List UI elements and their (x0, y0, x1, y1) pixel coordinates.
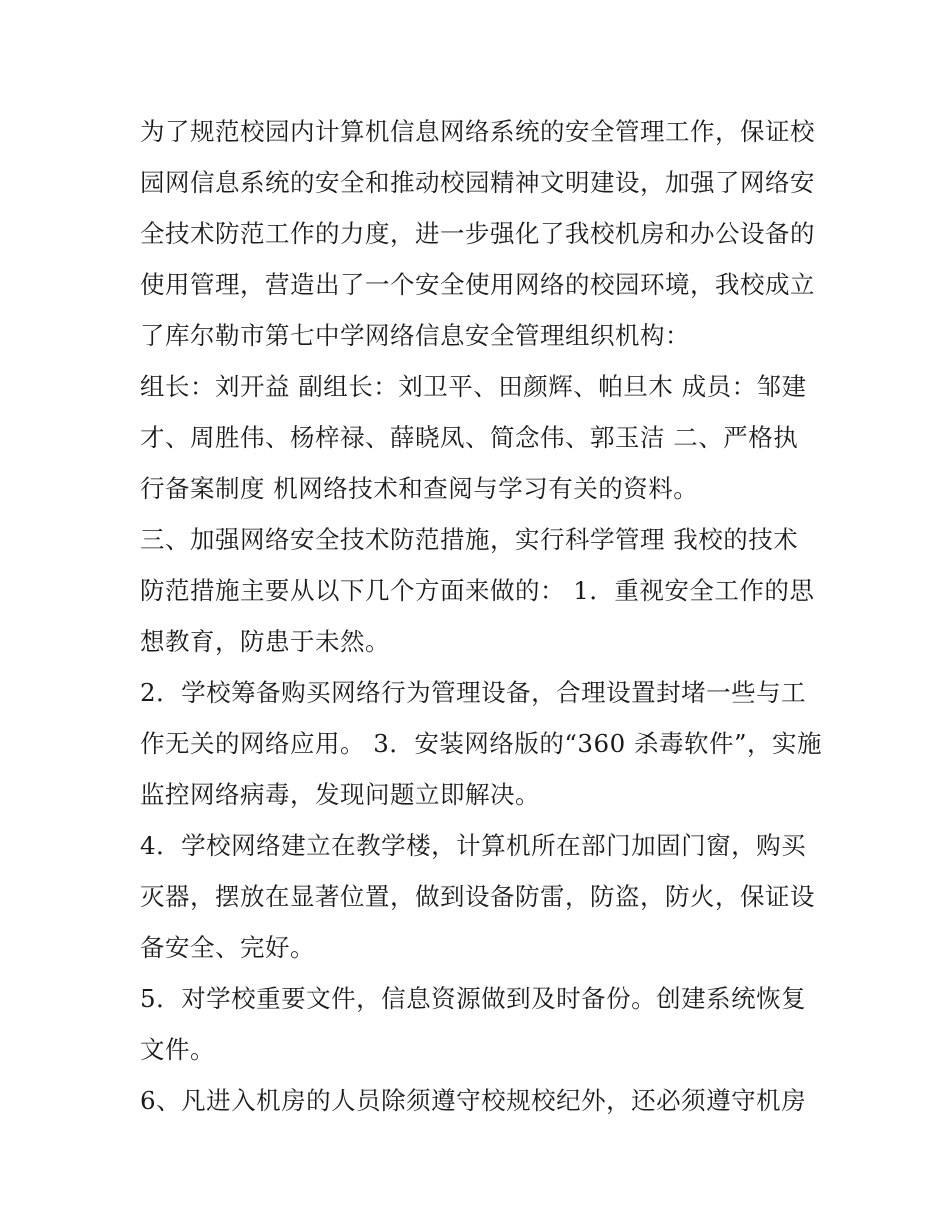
text-line: 为了规范校园内计算机信息网络系统的安全管理工作，保证校 (140, 117, 815, 146)
text-line: 文件。 (140, 1035, 215, 1064)
text-line: 灭器，摆放在显著位置，做到设备防雷，防盗，防火，保证设 (140, 882, 815, 911)
text-line: 防范措施主要从以下几个方面来做的： 1．重视安全工作的思 (140, 576, 815, 605)
text-line: 园网信息系统的安全和推动校园精神文明建设，加强了网络安 (140, 168, 815, 197)
text-line: 作无关的网络应用。 3．安装网络版的“360 杀毒软件”，实施 (140, 729, 822, 758)
text-line: 全技术防范工作的力度，进一步强化了我校机房和办公设备的 (140, 219, 815, 248)
text-line: 监控网络病毒，发现问题立即解决。 (140, 780, 540, 809)
text-line: 了库尔勒市第七中学网络信息安全管理组织机构： (140, 321, 690, 350)
text-line: 行备案制度 机网络技术和查阅与学习有关的资料。 (140, 474, 699, 503)
text-line: 2．学校筹备购买网络行为管理设备，合理设置封堵一些与工 (140, 678, 807, 707)
text-line: 想教育，防患于未然。 (140, 627, 390, 656)
document-body (140, 106, 820, 1126)
text-line: 5．对学校重要文件，信息资源做到及时备份。创建系统恢复 (140, 984, 807, 1013)
text-line: 组长：刘开益 副组长：刘卫平、田颜辉、帕旦木 成员：邹建 (140, 372, 807, 401)
text-line: 使用管理，营造出了一个安全使用网络的校园环境，我校成立 (140, 270, 815, 299)
text-line: 6、凡进入机房的人员除须遵守校规校纪外，还必须遵守机房 (140, 1086, 807, 1115)
text-line: 三、加强网络安全技术防范措施，实行科学管理 我校的技术 (140, 525, 799, 554)
text-line: 4．学校网络建立在教学楼，计算机所在部门加固门窗，购买 (140, 831, 807, 860)
text-line: 才、周胜伟、杨梓禄、薛晓凤、简念伟、郭玉洁 二、严格执 (140, 423, 799, 452)
text-line: 备安全、完好。 (140, 933, 315, 962)
